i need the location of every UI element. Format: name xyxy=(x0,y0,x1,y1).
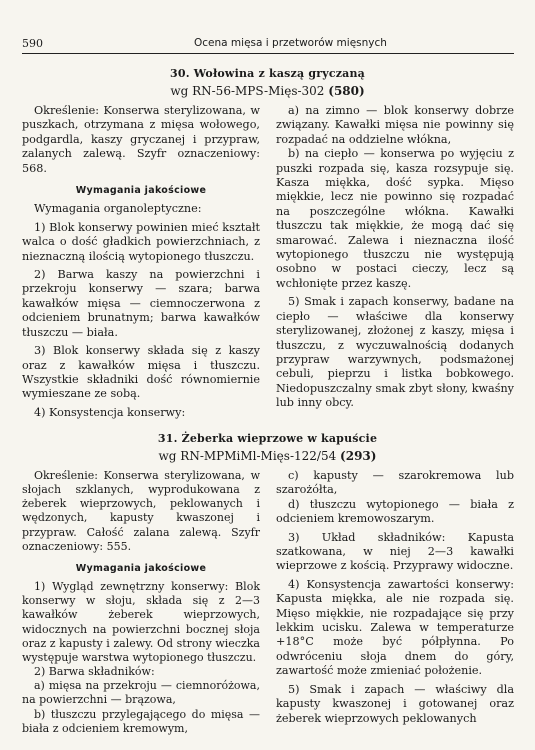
section-30-right-column xyxy=(276,104,514,411)
section-31-subtitle xyxy=(0,449,535,463)
subheading: Wymagania jakościowe xyxy=(75,562,207,574)
section-30-number: (580) xyxy=(328,84,365,98)
paragraph: 1) Blok konserwy powinien mieć kształt walca o dość gładkich powierzchniach, z nieznaczną ilością wytopionego tłuszczu. xyxy=(22,220,260,263)
paragraph: 3) Blok konserwy składa się z kaszy oraz z kawałków mięsa i tłuszczu. Wszystkie składniki dość równomiernie wymieszane ze sobą. xyxy=(22,344,260,401)
page-header xyxy=(22,35,514,54)
paragraph: b) tłuszczu przylegającego do mięsa — biała z odcieniem kremowym, xyxy=(22,707,260,735)
paragraph: a) mięsa na przekroju — ciemnoróżowa, na powierzchni — brązowa, xyxy=(22,679,260,707)
section-31-right-column xyxy=(276,469,514,726)
paragraph: d) tłuszczu wytopionego — biała z odcieniem kremowoszarym. xyxy=(276,497,514,526)
section-31-number: (293) xyxy=(340,449,377,463)
section-30-left-column xyxy=(22,104,260,420)
paragraph: Określenie: Konserwa sterylizowana, w puszkach, otrzymana z mięsa wołowego, podgardla, kaszy gryczanej i przypraw, zalanych zalewą. Szyfr oznaczeniowy: 568. xyxy=(22,104,260,175)
paragraph: 1) Wygląd zewnętrzny konserwy: Blok konserwy w słoju, składa się z 2—3 kawałków żeberek wieprzowych, widocznych na powierzchni bocznej słoja oraz z kapusty i zalewy. Od strony wieczka występuje warstwa wytopionego tłuszczu. xyxy=(22,580,260,664)
paragraph: 4) Konsystencja zawartości konserwy: Kapusta miękka, ale nie rozpada się. Mięso miękkie, nie rozpadające się przy lekkim ucisku. Zalewa w temperaturze +18°C może być półpłynna. Po odwróceniu słoja dnem do góry, zawartość może zmieniać położenie. xyxy=(276,577,514,678)
paragraph: c) kapusty — szarokremowa lub szarożółta, xyxy=(276,469,514,497)
section-30-subtitle xyxy=(0,84,535,98)
paragraph: 2) Barwa kaszy na powierzchni i przekroju konserwy — szara; barwa kawałków mięsa — ciemnoczerwona z odcieniem brunatnym; barwa kawałków tłuszczu — biała. xyxy=(22,268,260,339)
paragraph: 5) Smak i zapach — właściwy dla kapusty kwaszonej i gotowanej oraz żeberek wieprzowych peklowanych xyxy=(276,682,514,725)
paragraph: Wymagania organoleptyczne: xyxy=(34,202,202,216)
paragraph: Określenie: Konserwa sterylizowana, w słojach szklanych, wyprodukowana z żeberek wieprzowych, peklowanych i wędzonych, kapusty kwaszonej i przypraw. Całość zalana zalewą. Szyfr oznaczeniowy: 555. xyxy=(22,469,260,553)
section-31-standard: wg RN-MPMiMl-Mięs-122/54 xyxy=(158,449,337,463)
section-31-left-column xyxy=(22,469,260,736)
page-number: 590 xyxy=(22,37,43,50)
paragraph: b) na ciepło — konserwa po wyjęciu z puszki rozpada się, kasza rozsypuje się. Kasza miękka, dość sypka. Mięso miękkie, lecz nie powinno się rozpadać na poszczególne włókna. Kawałki tłuszczu tak miękkie, że mogą dać się smarować. Zalewa i nieznaczna ilość wytopionego tłuszczu nie występują osobno w postaci cieczy, lecz są wchłonięte przez kaszę. xyxy=(276,147,514,290)
section-31-title: 31. Żeberka wieprzowe w kapuście xyxy=(157,432,378,445)
section-30-standard: wg RN-56-MPS-Mięs-302 xyxy=(170,84,325,98)
section-30-title: 30. Wołowina z kaszą gryczaną xyxy=(169,67,366,80)
paragraph: a) na zimno — blok konserwy dobrze związany. Kawałki mięsa nie powinny się rozpadać na oddzielne włókna, xyxy=(276,104,514,146)
subheading: Wymagania jakościowe xyxy=(75,185,207,197)
running-title: Ocena mięsa i przetworów mięsnych xyxy=(194,37,387,49)
paragraph: 5) Smak i zapach konserwy, badane na ciepło — właściwe dla konserwy sterylizowanej, złożonej z kaszy, mięsa i tłuszczu, z wyczuwalnością dodanych przypraw warzywnych, podsmażonej cebuli, pieprzu i listka bobkowego. Niedopuszczalny smak zbyt słony, kwaśny lub inny obcy. xyxy=(276,295,514,410)
paragraph: 3) Układ składników: Kapusta szatkowana, w niej 2—3 kawałki wieprzowe z kością. Przyprawy widoczne. xyxy=(276,530,514,573)
paragraph: 2) Barwa składników: xyxy=(34,665,155,679)
paragraph: 4) Konsystencja konserwy: xyxy=(34,405,186,419)
